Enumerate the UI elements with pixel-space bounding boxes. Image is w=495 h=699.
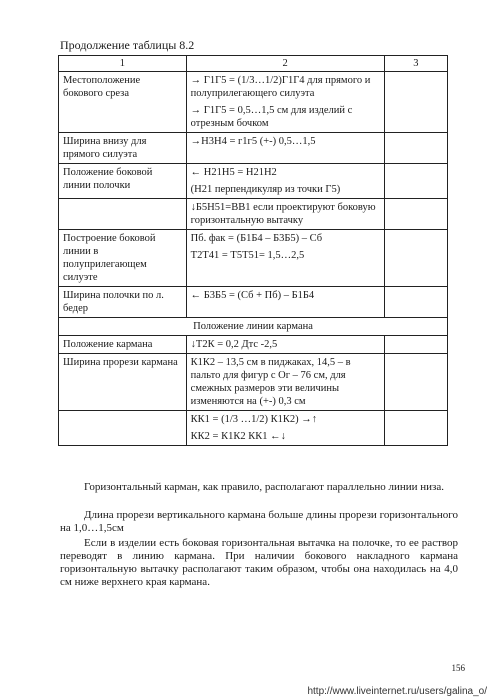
formula-line: → Г1Г5 = (1/3…1/2)Г1Г4 для прямого и полуприлегающего силуэта [190, 75, 371, 99]
row-formula [186, 133, 384, 164]
row-label-text: Ширина прорези кармана [63, 357, 178, 368]
formula-line: Т2Т41 = Т5Т51= 1,5…2,5 [190, 250, 305, 261]
column-header-1: 1 [59, 56, 187, 72]
row-label-text: Местоположение бокового среза [63, 75, 141, 99]
row-label-text: Положение боковой линии полочки [63, 167, 153, 191]
table-header-row [59, 56, 448, 72]
row-formula [186, 336, 384, 354]
row-extra [384, 287, 447, 318]
row-label [59, 354, 187, 411]
row-formula [186, 287, 384, 318]
formula-line: ← Н21Н5 = Н21Н2 [190, 167, 277, 178]
page-number: 156 [451, 663, 465, 673]
row-label [59, 287, 187, 318]
table-row [59, 199, 448, 230]
table-row [59, 354, 448, 411]
section-title: Положение линии кармана [59, 318, 448, 336]
construction-table [58, 55, 448, 446]
table-row [59, 72, 448, 133]
row-extra [384, 230, 447, 287]
row-extra [384, 164, 447, 199]
formula-line: Пб. фак = (Б1Б4 – Б3Б5) – Сб [190, 233, 323, 244]
row-formula [186, 411, 384, 446]
row-label [59, 230, 187, 287]
row-formula [186, 230, 384, 287]
formula-line: КК1 = (1/3 …1/2) К1К2) →↑ [190, 414, 318, 425]
row-label [59, 411, 187, 446]
row-extra [384, 199, 447, 230]
table-row [59, 133, 448, 164]
formula-line: ↓Т2К = 0,2 Дтс -2,5 [190, 339, 278, 350]
formula-line: К1К2 – 13,5 см в пиджаках, 14,5 – в пальто для фигур с Ог – 76 см, для смежных размеров эти величины изменяются на (+-) 0,3 см [190, 357, 351, 407]
row-label [59, 164, 187, 199]
source-url: http://www.liveinternet.ru/users/galina_o/ [307, 686, 487, 697]
table-row [59, 287, 448, 318]
table-row [59, 230, 448, 287]
paragraph: Если в изделии есть боковая горизонтальная вытачка на полочке, то ее раствор переводят в линию кармана. При наличии бокового накладного кармана горизонтальную вытачку располагают таким образом, чтобы она находилась на 4,0 см ниже верхнего края кармана. [60, 537, 458, 588]
column-header-3: 3 [384, 56, 447, 72]
row-formula [186, 164, 384, 199]
row-label [59, 336, 187, 354]
table-caption: Продолжение таблицы 8.2 [60, 38, 195, 52]
row-label [59, 199, 187, 230]
paragraph: Длина прорези вертикального кармана больше длины прорези горизонтального на 1,0…1,5см [60, 509, 458, 534]
row-label [59, 72, 187, 133]
formula-line: (Н21 перпендикуляр из точки Г5) [190, 184, 341, 195]
table-row [59, 164, 448, 199]
row-label-text: Положение кармана [63, 339, 153, 350]
formula-line: →Н3Н4 = г1г5 (+-) 0,5…1,5 [190, 136, 316, 147]
row-label-text: Ширина внизу для прямого силуэта [63, 136, 147, 160]
row-extra [384, 336, 447, 354]
row-extra [384, 411, 447, 446]
row-formula [186, 72, 384, 133]
formula-line: ↓Б5Н51=ВВ1 если проектируют боковую горизонтальную вытачку [190, 202, 376, 226]
formula-line: ← Б3Б5 = (Сб + Пб) – Б1Б4 [190, 290, 315, 301]
column-header-2: 2 [186, 56, 384, 72]
paragraph: Горизонтальный карман, как правило, располагают параллельно линии низа. [84, 481, 445, 493]
row-extra [384, 354, 447, 411]
row-formula [186, 199, 384, 230]
row-extra [384, 72, 447, 133]
row-formula [186, 354, 384, 411]
table-row [59, 411, 448, 446]
formula-line: КК2 = К1К2 КК1 ←↓ [190, 431, 286, 442]
row-label-text: Ширина полочки по л. бедер [63, 290, 164, 314]
formula-line: → Г1Г5 = 0,5…1,5 см для изделий с отрезным бочком [190, 105, 353, 129]
row-extra [384, 133, 447, 164]
section-row [59, 318, 448, 336]
row-label-text: Построение боковой линии в полуприлегающем силуэте [63, 233, 156, 283]
row-label [59, 133, 187, 164]
table-row [59, 336, 448, 354]
